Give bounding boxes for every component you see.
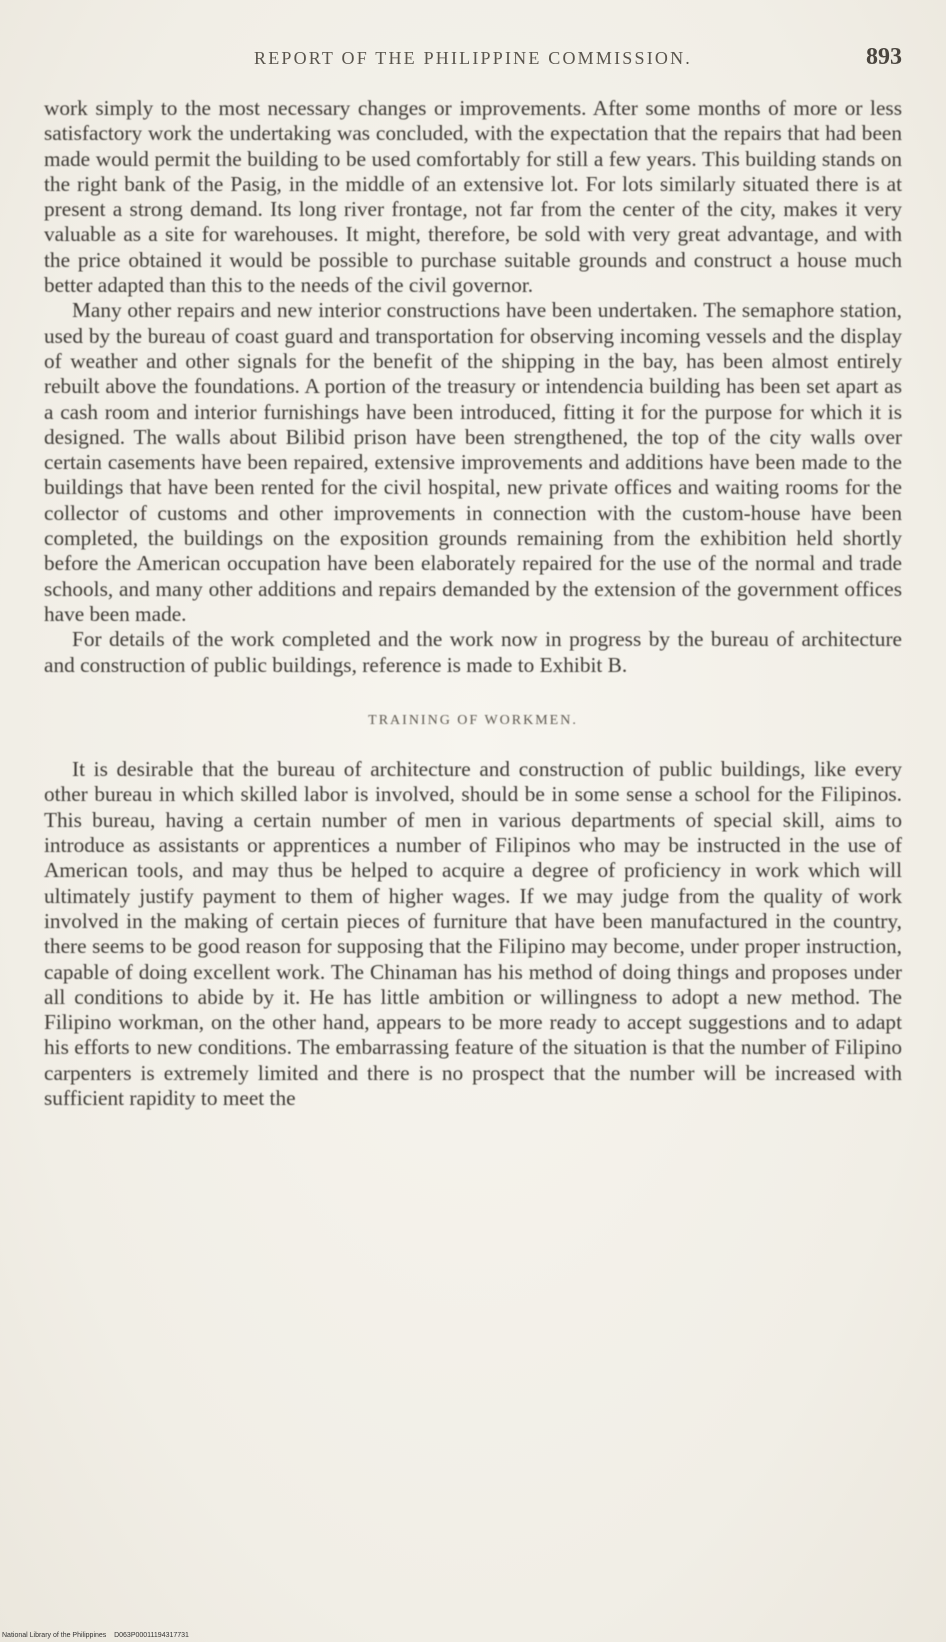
paragraph: work simply to the most necessary changes or improvements. After some months of more or less satisfactory work the undertaking was concluded, with the expectation that the repairs that had been made would permit the building to be used comfortably for still a few years. This building stands on the right bank of the Pasig, in the middle of an extensive lot. For lots similarly situated there is at present a strong demand. Its long river frontage, not far from the center of the city, makes it very valuable as a site for warehouses. It might, therefore, be sold with very great advantage, and with the price obtained it would be possible to purchase suitable grounds and construct a house much better adapted than this to the needs of the civil governor. xyxy=(44,96,902,298)
running-header xyxy=(44,44,902,78)
paragraph: It is desirable that the bureau of architecture and construction of public buildings, like every other bureau in which skilled labor is involved, should be in some sense a school for the Filipinos. This bureau, having a certain number of men in various departments of special skill, aims to introduce as assistants or apprentices a number of Filipinos who may be instructed in the use of American tools, and may thus be helped to acquire a degree of proficiency in work which will ultimately justify payment to them of higher wages. If we may judge from the quality of work involved in the making of certain pieces of furniture that have been manufactured in the country, there seems to be good reason for supposing that the Filipino may become, under proper instruction, capable of doing excellent work. The Chinaman has his method of doing things and proposes under all conditions to abide by it. He has little ambition or willingness to adopt a new method. The Filipino workman, on the other hand, appears to be more ready to accept suggestions and to adapt his efforts to new conditions. The embarrassing feature of the situation is that the number of Filipino carpenters is extremely limited and there is no prospect that the number will be increased with sufficient rapidity to meet the xyxy=(44,757,902,1110)
library-name: National Library of the Philippines xyxy=(2,1632,107,1639)
section-heading: TRAINING OF WORKMEN. xyxy=(368,712,578,728)
paragraph: Many other repairs and new interior constructions have been undertaken. The semaphore station, used by the bureau of coast guard and transportation for observing incoming vessels and the display of weather and other signals for the benefit of the shipping in the bay, has been almost entirely rebuilt above the foundations. A portion of the treasury or intendencia building has been set apart as a cash room and interior furnishings have been introduced, fitting it for the purpose for which it is designed. The walls about Bilibid prison have been strengthened, the top of the city walls over certain casements have been repaired, extensive improvements and additions have been made to the buildings that have been rented for the civil hospital, new private offices and waiting rooms for the collector of customs and other improvements in connection with the custom-house have been completed, the buildings on the exposition grounds remaining from the exhibition held shortly before the American occupation have been elaborately repaired for the use of the normal and trade schools, and many other additions and repairs demanded by the extension of the government offices have been made. xyxy=(44,298,902,626)
scan-footer xyxy=(2,1632,189,1639)
scan-identifier: D063P00011194317731 xyxy=(114,1632,189,1639)
page-number: 893 xyxy=(866,44,902,70)
body-text xyxy=(44,96,902,1111)
paragraph: For details of the work completed and the work now in progress by the bureau of architecture and construction of public buildings, reference is made to Exhibit B. xyxy=(44,627,902,677)
running-title: REPORT OF THE PHILIPPINE COMMISSION. xyxy=(253,48,692,68)
